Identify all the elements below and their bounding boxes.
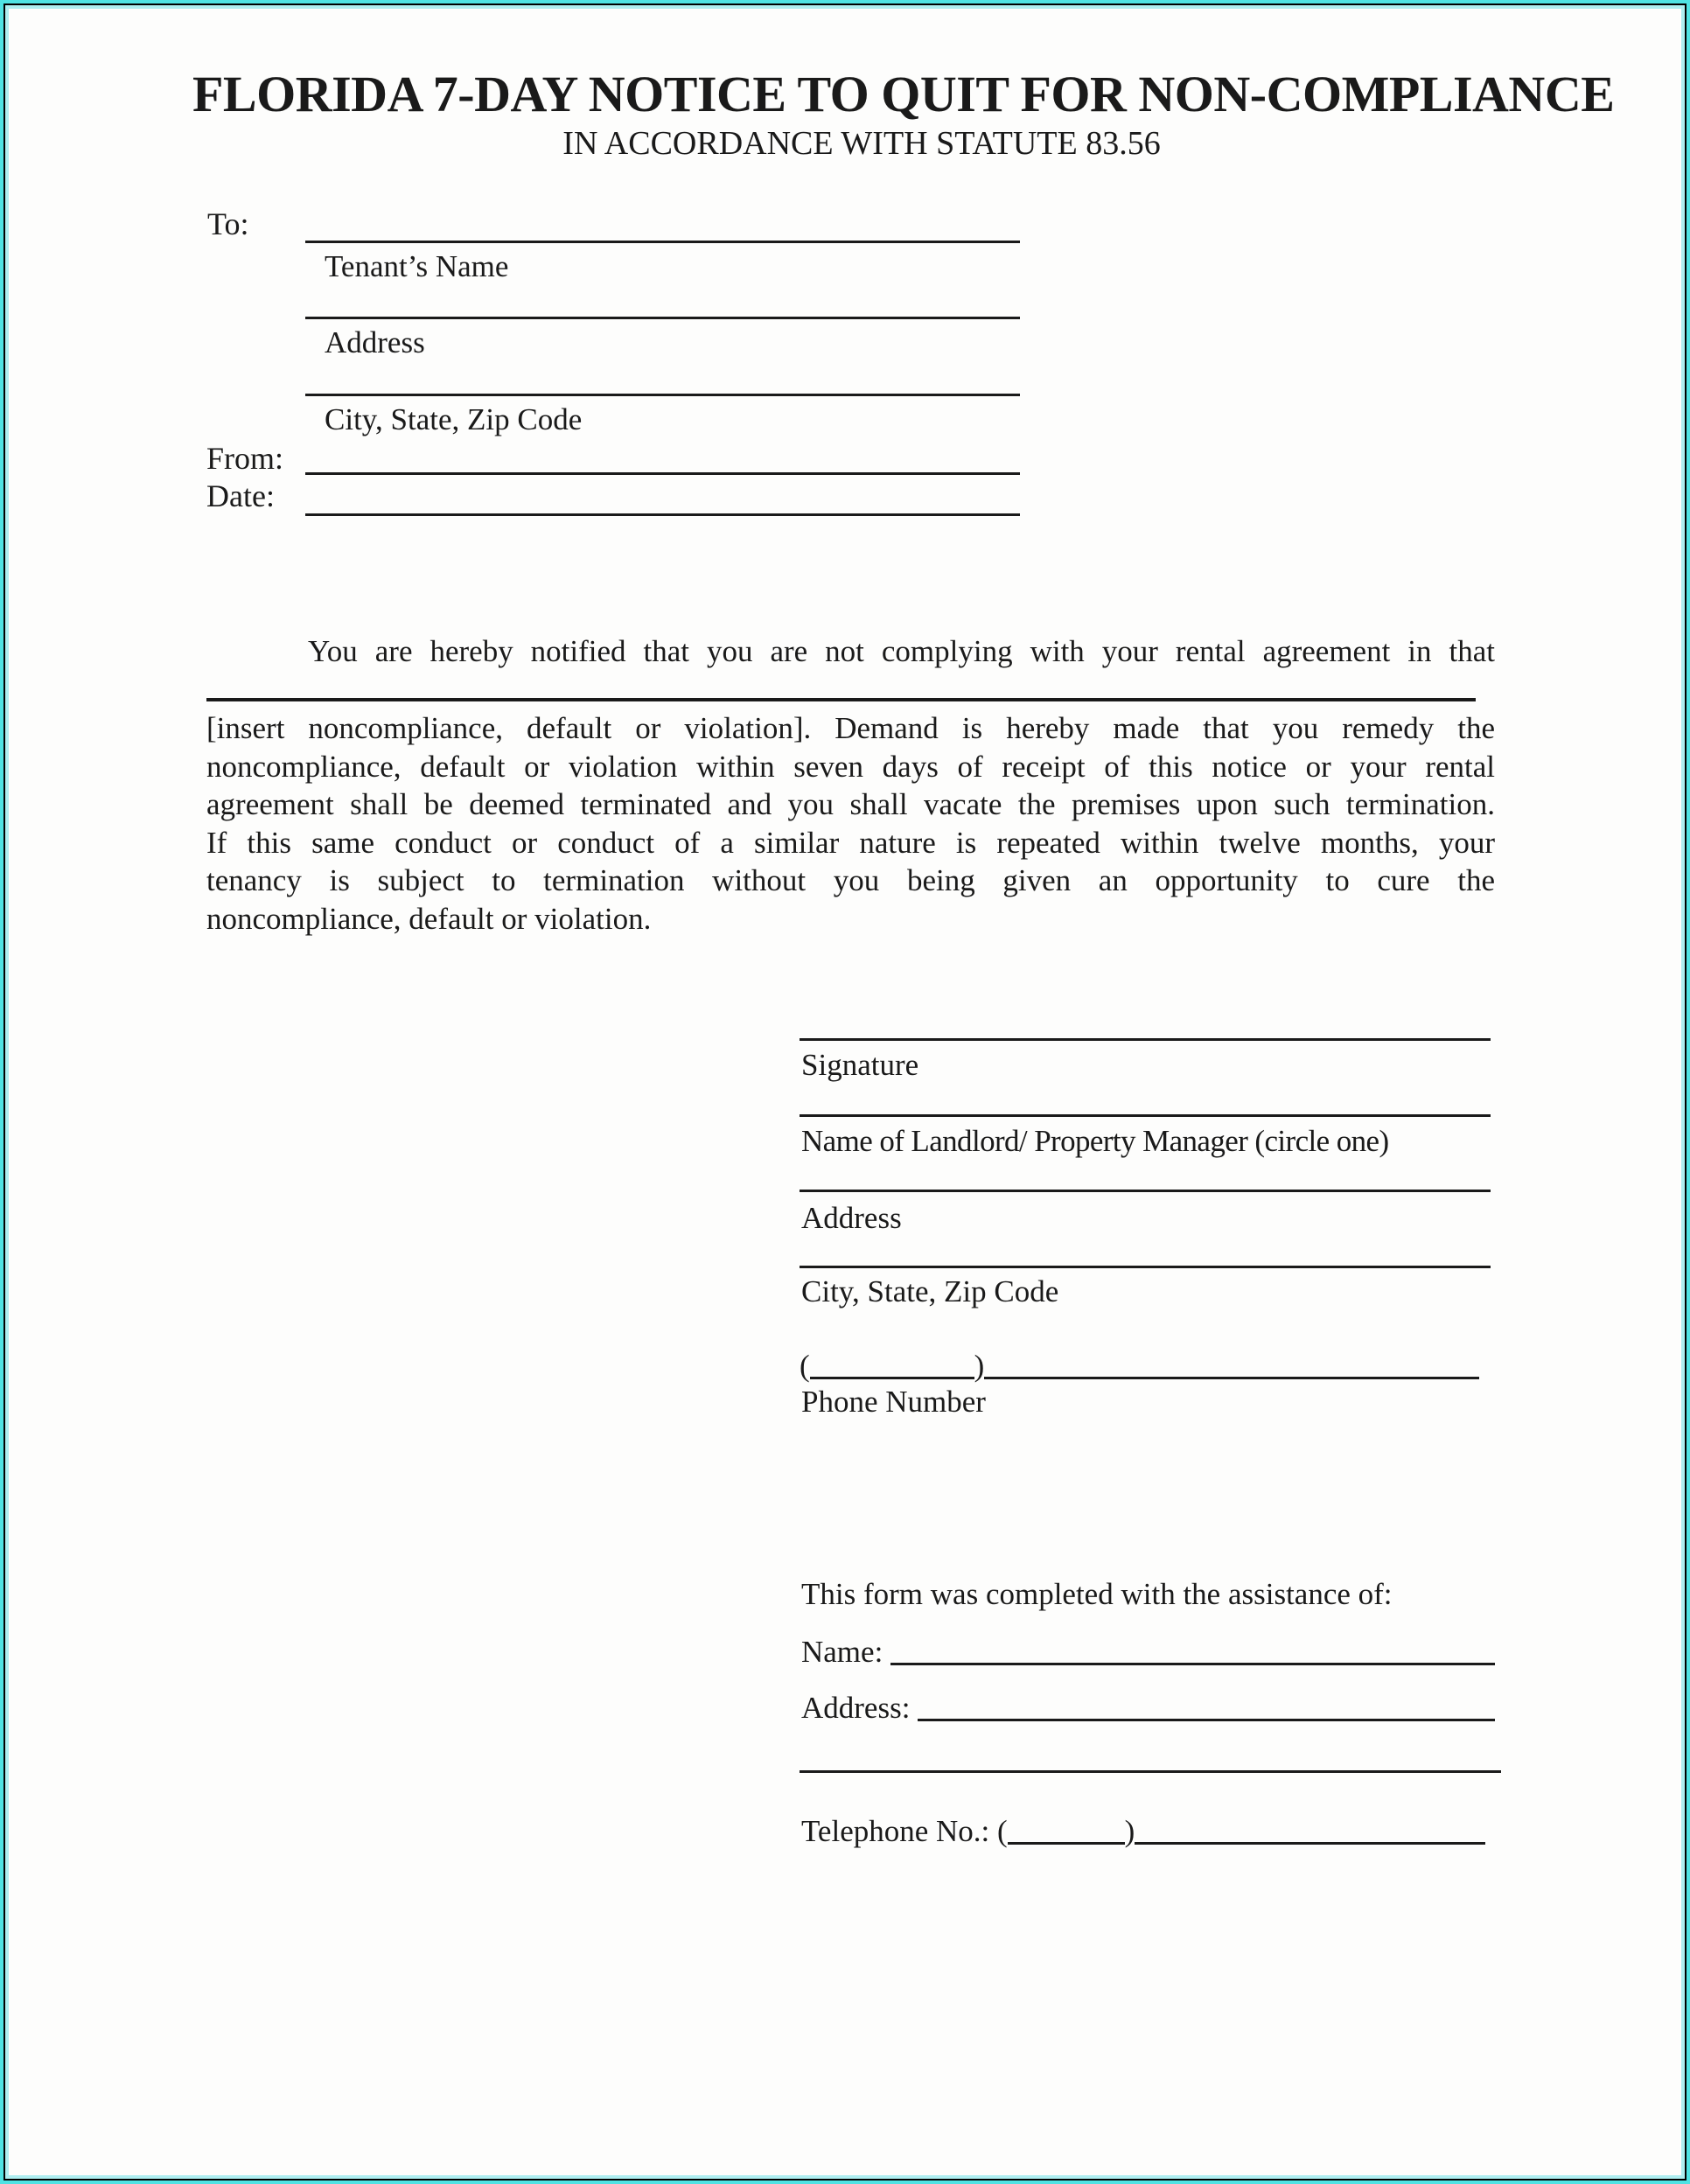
body-line: agreement shall be deemed terminated and you shall vacate the premises upon such termination. [206,787,1495,821]
telephone-close-paren: ) [1124,1814,1135,1848]
document-title: FLORIDA 7-DAY NOTICE TO QUIT FOR NON-COMPLIANCE [192,66,1615,122]
body-line: tenancy is subject to termination without you being given an opportunity to cure the [206,863,1495,897]
body-line: noncompliance, default or violation. [206,901,652,936]
phone-open-paren: ( [800,1349,810,1383]
assistance-name-row [801,1633,1495,1671]
landlord-name-caption: Name of Landlord/ Property Manager (circle one) [801,1124,1389,1158]
assistance-intro: This form was completed with the assistance of: [801,1577,1393,1611]
phone-number-caption: Phone Number [801,1385,986,1419]
body-intro-line: You are hereby notified that you are not complying with your rental agreement in that [308,634,1495,668]
assistance-address-row [801,1689,1495,1727]
assistance-name-label: Name: [801,1635,891,1669]
assistance-extra-blank-line [800,1770,1501,1773]
tenant-name-blank-line [305,241,1020,243]
from-label: From: [206,441,284,476]
assistance-address-blank-line [918,1719,1495,1721]
tenant-name-caption: Tenant’s Name [325,249,509,283]
date-label: Date: [206,478,275,513]
to-label: To: [207,206,249,241]
from-blank-line [305,472,1020,475]
assistance-telephone-row [801,1812,1485,1850]
signature-caption: Signature [801,1048,919,1082]
assistance-name-blank-line [890,1663,1495,1665]
body-paragraph [206,709,1495,938]
landlord-city-state-zip-blank-line [800,1266,1491,1268]
phone-close-paren: ) [974,1349,985,1383]
telephone-open-paren: ( [997,1814,1008,1848]
noncompliance-blank-line [206,698,1476,701]
assistance-address-label: Address: [801,1691,918,1725]
tenant-city-state-zip-caption: City, State, Zip Code [325,402,583,436]
landlord-name-blank-line [800,1114,1491,1117]
assistance-telephone-label: Telephone No.: [801,1814,998,1848]
document-subtitle: IN ACCORDANCE WITH STATUTE 83.56 [562,125,1161,162]
phone-area-code-blank-line [810,1377,974,1379]
phone-number-blank-line [984,1377,1479,1379]
tenant-address-blank-line [305,317,1020,319]
body-line: [insert noncompliance, default or violation]. Demand is hereby made that you remedy the [206,711,1495,745]
tenant-address-caption: Address [325,325,425,359]
landlord-address-caption: Address [801,1201,902,1235]
phone-number-row [800,1347,1479,1385]
telephone-number-blank-line [1135,1842,1485,1845]
telephone-area-code-blank-line [1008,1842,1125,1845]
signature-blank-line [800,1038,1491,1041]
date-blank-line [305,513,1020,516]
landlord-address-blank-line [800,1190,1491,1192]
body-line: If this same conduct or conduct of a similar nature is repeated within twelve months, your [206,825,1495,860]
tenant-city-state-zip-blank-line [305,394,1020,396]
body-line: noncompliance, default or violation within seven days of receipt of this notice or your rental [206,749,1495,784]
landlord-city-state-zip-caption: City, State, Zip Code [801,1274,1059,1308]
